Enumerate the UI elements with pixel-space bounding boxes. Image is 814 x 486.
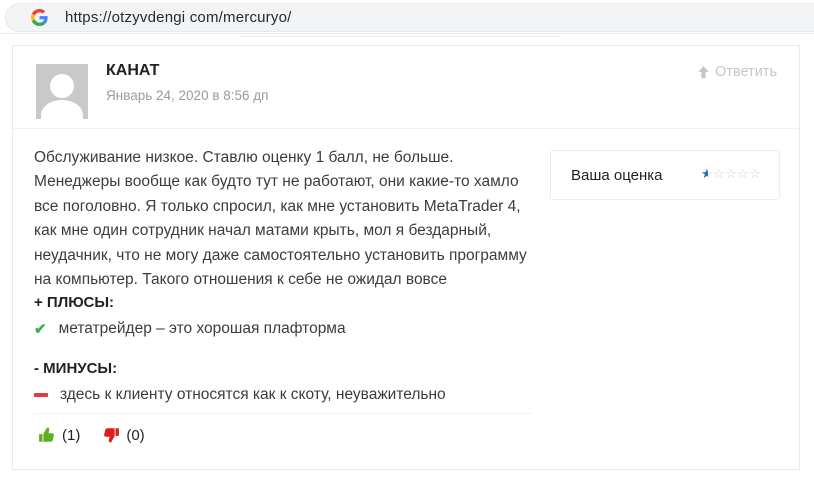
avatar (36, 64, 88, 119)
pros-item (34, 320, 542, 340)
star-5[interactable] (749, 167, 761, 183)
rating-label: Ваша оценка (571, 166, 663, 184)
review-text: Обслуживание низкое. Ставлю оценку 1 балл, не больше. Менеджеры вообще как будто тут не работают, они какие-то хамло все поголовно. Я только спросил, как мне установить MetaTrader 4, как мне один сотрудник начал матами крыть, мол я бездарный, неудачник, что не могу даже самостоятельно установить программу на компьютер. Такого отношения к себе не ожидал вовсе (34, 149, 527, 289)
check-icon: ✔ (34, 321, 47, 338)
cons-item (34, 386, 542, 404)
star-4[interactable] (737, 167, 749, 183)
star-3[interactable] (725, 167, 737, 183)
review-date: Январь 24, 2020 в 8:56 дп (106, 88, 269, 103)
arrow-up-icon (697, 66, 710, 79)
review-author: КАНАТ (106, 62, 160, 79)
star-2[interactable] (713, 167, 725, 183)
review-header (13, 46, 799, 129)
votes-row (38, 426, 145, 444)
cons-heading: - МИНУСЫ: (34, 360, 118, 377)
star-1[interactable] (701, 167, 713, 183)
thumb-down-icon (102, 426, 120, 444)
url-text[interactable]: https://otzyvdengi com/mercuryo/ (65, 9, 292, 26)
divider (0, 33, 814, 34)
like-count: (1) (62, 426, 81, 444)
reply-button[interactable] (697, 64, 777, 80)
dislike-button[interactable] (102, 426, 144, 444)
cons-item-text: здесь к клиенту относятся как к скоту, неуважительно (60, 386, 446, 403)
like-button[interactable] (38, 426, 80, 444)
reply-label: Ответить (715, 64, 777, 80)
pros-heading: + ПЛЮСЫ: (34, 294, 115, 311)
google-g-icon (31, 9, 48, 26)
rating-panel (550, 150, 780, 200)
thumb-up-icon (38, 426, 56, 444)
dislike-count: (0) (126, 426, 145, 444)
review-card (12, 45, 800, 470)
minus-icon (34, 393, 48, 397)
star-rating[interactable] (701, 167, 761, 183)
address-bar[interactable] (5, 3, 814, 32)
pros-item-text: метатрейдер – это хорошая плафторма (58, 320, 346, 337)
divider (240, 36, 560, 37)
divider (34, 413, 531, 414)
